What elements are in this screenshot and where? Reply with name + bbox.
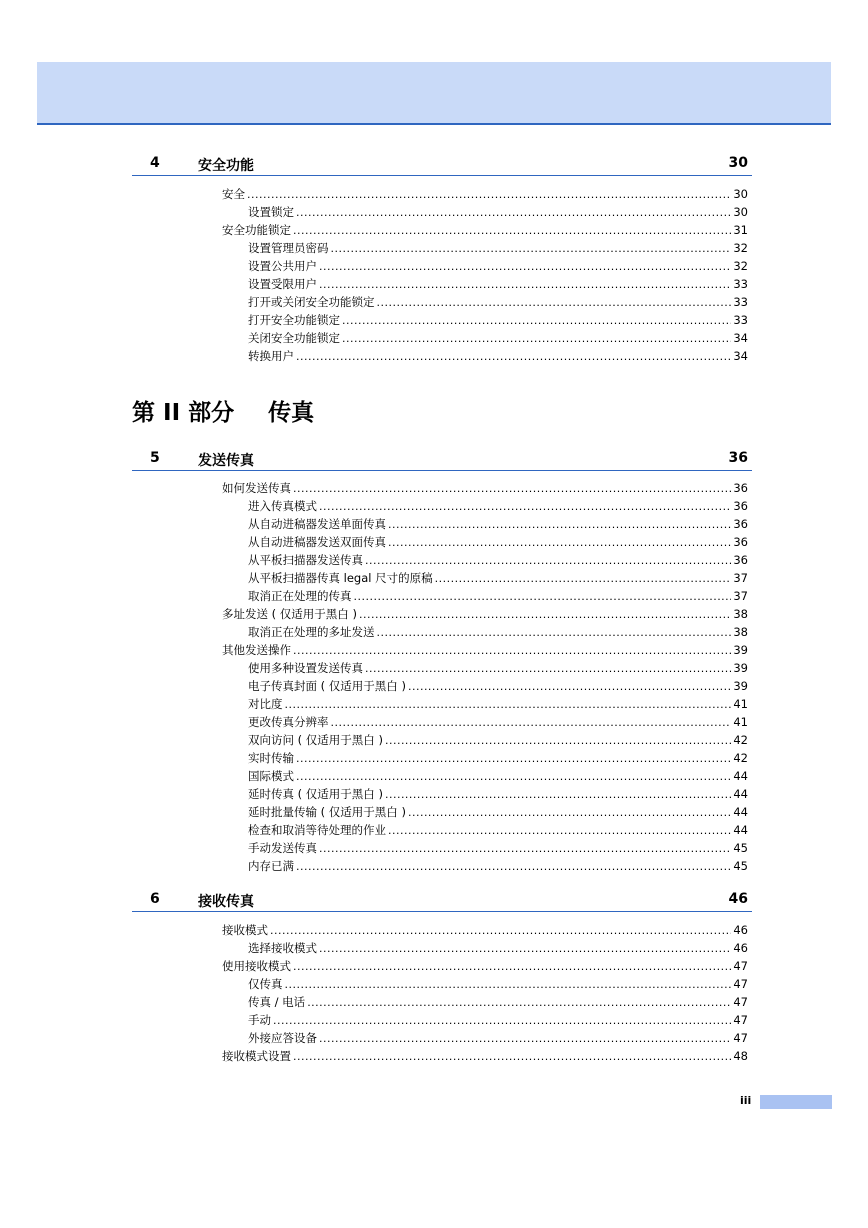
- dot-leader: [319, 940, 731, 957]
- toc-entry[interactable]: [222, 641, 748, 659]
- toc-entry-label: 进入传真模式: [248, 499, 317, 513]
- toc-entry[interactable]: [222, 695, 748, 713]
- toc-entry-page: 46: [733, 923, 748, 937]
- dot-leader: [377, 294, 732, 311]
- toc-entry-page: 31: [733, 223, 748, 237]
- toc-entry[interactable]: [222, 921, 748, 939]
- toc-entry-page: 33: [733, 295, 748, 309]
- chapter-rule: [132, 470, 752, 471]
- toc-entry[interactable]: [222, 275, 748, 293]
- toc-entry[interactable]: [222, 1047, 748, 1065]
- toc-entry[interactable]: [222, 587, 748, 605]
- toc-entry-label: 多址发送 ( 仅适用于黑白 ): [222, 607, 357, 621]
- toc-entry[interactable]: [222, 515, 748, 533]
- chapter-number: 5: [150, 450, 160, 466]
- toc-entry[interactable]: [222, 203, 748, 221]
- toc-entry-page: 48: [733, 1049, 748, 1063]
- toc-entry-page: 33: [733, 277, 748, 291]
- toc-entry[interactable]: [222, 1011, 748, 1029]
- dot-leader: [273, 1012, 731, 1029]
- toc-entry[interactable]: [222, 857, 748, 875]
- dot-leader: [365, 552, 731, 569]
- dot-leader: [388, 534, 731, 551]
- toc-entry-label: 从自动进稿器发送单面传真: [248, 517, 386, 531]
- dot-leader: [293, 642, 731, 659]
- dot-leader: [385, 786, 731, 803]
- dot-leader: [331, 714, 732, 731]
- toc-entry-page: 47: [733, 995, 748, 1009]
- toc-entry-label: 延时批量传输 ( 仅适用于黑白 ): [248, 805, 406, 819]
- chapter-page: 36: [728, 450, 748, 466]
- toc-entry-label: 对比度: [248, 697, 283, 711]
- toc-entry[interactable]: [222, 257, 748, 275]
- toc-entry[interactable]: [222, 479, 748, 497]
- toc-entry-label: 手动发送传真: [248, 841, 317, 855]
- toc-entry[interactable]: [222, 803, 748, 821]
- chapter-title: 接收传真: [198, 894, 254, 910]
- toc-entry-page: 41: [733, 715, 748, 729]
- toc-entry-page: 41: [733, 697, 748, 711]
- toc-entry-page: 45: [733, 859, 748, 873]
- header-rule: [37, 123, 831, 125]
- chapter-heading-4[interactable]: [132, 155, 752, 177]
- toc-list-chapter-4: [222, 185, 748, 365]
- toc-entry-label: 从平板扫描器发送传真: [248, 553, 363, 567]
- part-heading[interactable]: [132, 394, 314, 427]
- chapter-number: 4: [150, 155, 160, 171]
- toc-list-chapter-6: [222, 921, 748, 1065]
- dot-leader: [293, 480, 731, 497]
- toc-entry-label: 更改传真分辨率: [248, 715, 329, 729]
- chapter-page: 46: [728, 891, 748, 907]
- toc-entry-page: 34: [733, 349, 748, 363]
- toc-entry[interactable]: [222, 347, 748, 365]
- dot-leader: [270, 922, 731, 939]
- toc-entry[interactable]: [222, 293, 748, 311]
- chapter-number: 6: [150, 891, 160, 907]
- chapter-rule: [132, 911, 752, 912]
- toc-entry-label: 安全功能锁定: [222, 223, 291, 237]
- chapter-page: 30: [728, 155, 748, 171]
- toc-entry[interactable]: [222, 821, 748, 839]
- toc-entry-page: 45: [733, 841, 748, 855]
- dot-leader: [285, 696, 732, 713]
- toc-entry-label: 接收模式: [222, 923, 268, 937]
- toc-entry-page: 44: [733, 769, 748, 783]
- dot-leader: [365, 660, 731, 677]
- toc-entry-page: 37: [733, 589, 748, 603]
- toc-entry-label: 传真 / 电话: [248, 995, 306, 1009]
- toc-entry-label: 接收模式设置: [222, 1049, 291, 1063]
- toc-entry[interactable]: [222, 185, 748, 203]
- toc-entry-page: 39: [733, 661, 748, 675]
- toc-list-chapter-5: [222, 479, 748, 875]
- toc-entry-page: 36: [733, 499, 748, 513]
- toc-entry-label: 转换用户: [248, 349, 294, 363]
- toc-entry-page: 38: [733, 625, 748, 639]
- toc-entry-label: 检查和取消等待处理的作业: [248, 823, 386, 837]
- toc-entry[interactable]: [222, 497, 748, 515]
- dot-leader: [388, 516, 731, 533]
- toc-entry[interactable]: [222, 677, 748, 695]
- toc-entry-label: 如何发送传真: [222, 481, 291, 495]
- chapter-heading-5[interactable]: [132, 450, 752, 472]
- toc-entry[interactable]: [222, 1029, 748, 1047]
- dot-leader: [293, 222, 731, 239]
- toc-entry-label: 使用接收模式: [222, 959, 291, 973]
- toc-entry-label: 取消正在处理的传真: [248, 589, 352, 603]
- dot-leader: [377, 624, 732, 641]
- toc-entry-label: 设置管理员密码: [248, 241, 329, 255]
- dot-leader: [342, 312, 731, 329]
- page-number: iii: [740, 1094, 752, 1107]
- toc-entry-page: 39: [733, 643, 748, 657]
- header-band: [37, 62, 831, 123]
- dot-leader: [354, 588, 732, 605]
- toc-entry-label: 双向访问 ( 仅适用于黑白 ): [248, 733, 383, 747]
- footer-tab: [760, 1095, 832, 1109]
- toc-entry-label: 手动: [248, 1013, 271, 1027]
- toc-entry-page: 47: [733, 1013, 748, 1027]
- chapter-rule: [132, 175, 752, 176]
- toc-entry-label: 打开或关闭安全功能锁定: [248, 295, 375, 309]
- toc-entry[interactable]: [222, 993, 748, 1011]
- toc-entry[interactable]: [222, 785, 748, 803]
- toc-entry-page: 30: [733, 187, 748, 201]
- toc-entry[interactable]: [222, 551, 748, 569]
- toc-entry-label: 选择接收模式: [248, 941, 317, 955]
- dot-leader: [319, 276, 731, 293]
- part-title: 传真: [268, 400, 315, 426]
- toc-entry-page: 47: [733, 1031, 748, 1045]
- dot-leader: [385, 732, 731, 749]
- toc-entry[interactable]: [222, 939, 748, 957]
- toc-entry-label: 电子传真封面 ( 仅适用于黑白 ): [248, 679, 406, 693]
- toc-entry[interactable]: [222, 533, 748, 551]
- toc-entry-label: 设置锁定: [248, 205, 294, 219]
- toc-entry-label: 外接应答设备: [248, 1031, 317, 1045]
- dot-leader: [296, 204, 731, 221]
- toc-entry-page: 46: [733, 941, 748, 955]
- toc-entry-label: 设置受限用户: [248, 277, 317, 291]
- dot-leader: [296, 858, 731, 875]
- toc-entry-label: 仅传真: [248, 977, 283, 991]
- toc-entry-label: 使用多种设置发送传真: [248, 661, 363, 675]
- dot-leader: [319, 840, 731, 857]
- toc-entry[interactable]: [222, 957, 748, 975]
- toc-entry-page: 33: [733, 313, 748, 327]
- toc-entry[interactable]: [222, 975, 748, 993]
- toc-entry[interactable]: [222, 605, 748, 623]
- toc-entry-page: 44: [733, 823, 748, 837]
- toc-entry-label: 延时传真 ( 仅适用于黑白 ): [248, 787, 383, 801]
- chapter-heading-6[interactable]: [132, 891, 752, 913]
- dot-leader: [342, 330, 731, 347]
- toc-entry-page: 38: [733, 607, 748, 621]
- toc-entry-page: 34: [733, 331, 748, 345]
- toc-entry-label: 内存已满: [248, 859, 294, 873]
- toc-entry-label: 实时传输: [248, 751, 294, 765]
- toc-entry-page: 47: [733, 977, 748, 991]
- dot-leader: [359, 606, 731, 623]
- toc-entry[interactable]: [222, 329, 748, 347]
- toc-entry-page: 37: [733, 571, 748, 585]
- toc-entry-label: 国际模式: [248, 769, 294, 783]
- toc-entry-page: 32: [733, 241, 748, 255]
- toc-entry-label: 打开安全功能锁定: [248, 313, 340, 327]
- chapter-title: 安全功能: [198, 158, 254, 174]
- toc-entry[interactable]: [222, 659, 748, 677]
- dot-leader: [293, 1048, 731, 1065]
- dot-leader: [293, 958, 731, 975]
- toc-entry[interactable]: [222, 239, 748, 257]
- toc-entry-page: 36: [733, 517, 748, 531]
- toc-entry-label: 关闭安全功能锁定: [248, 331, 340, 345]
- toc-entry-page: 44: [733, 805, 748, 819]
- toc-entry-page: 47: [733, 959, 748, 973]
- toc-entry-page: 36: [733, 553, 748, 567]
- chapter-title: 发送传真: [198, 453, 254, 469]
- toc-entry[interactable]: [222, 569, 748, 587]
- toc-entry[interactable]: [222, 839, 748, 857]
- dot-leader: [319, 1030, 731, 1047]
- dot-leader: [247, 186, 731, 203]
- toc-entry-page: 42: [733, 733, 748, 747]
- toc-entry-page: 36: [733, 481, 748, 495]
- toc-entry[interactable]: [222, 713, 748, 731]
- toc-entry-page: 42: [733, 751, 748, 765]
- dot-leader: [388, 822, 731, 839]
- dot-leader: [285, 976, 732, 993]
- dot-leader: [435, 570, 732, 587]
- toc-entry[interactable]: [222, 749, 748, 767]
- part-label: 第 II 部分: [132, 400, 235, 426]
- dot-leader: [296, 348, 731, 365]
- toc-entry-page: 36: [733, 535, 748, 549]
- toc-entry[interactable]: [222, 731, 748, 749]
- toc-entry-label: 取消正在处理的多址发送: [248, 625, 375, 639]
- dot-leader: [319, 258, 731, 275]
- toc-entry[interactable]: [222, 311, 748, 329]
- toc-entry-label: 从平板扫描器传真 legal 尺寸的原稿: [248, 571, 433, 585]
- toc-entry-label: 设置公共用户: [248, 259, 317, 273]
- toc-entry-label: 从自动进稿器发送双面传真: [248, 535, 386, 549]
- dot-leader: [296, 768, 731, 785]
- dot-leader: [307, 994, 731, 1011]
- dot-leader: [331, 240, 732, 257]
- dot-leader: [319, 498, 731, 515]
- dot-leader: [296, 750, 731, 767]
- toc-entry-page: 32: [733, 259, 748, 273]
- toc-entry-page: 44: [733, 787, 748, 801]
- toc-entry[interactable]: [222, 221, 748, 239]
- toc-entry-label: 安全: [222, 187, 245, 201]
- dot-leader: [408, 678, 731, 695]
- toc-entry-page: 39: [733, 679, 748, 693]
- toc-entry[interactable]: [222, 767, 748, 785]
- toc-entry[interactable]: [222, 623, 748, 641]
- toc-entry-label: 其他发送操作: [222, 643, 291, 657]
- toc-entry-page: 30: [733, 205, 748, 219]
- dot-leader: [408, 804, 731, 821]
